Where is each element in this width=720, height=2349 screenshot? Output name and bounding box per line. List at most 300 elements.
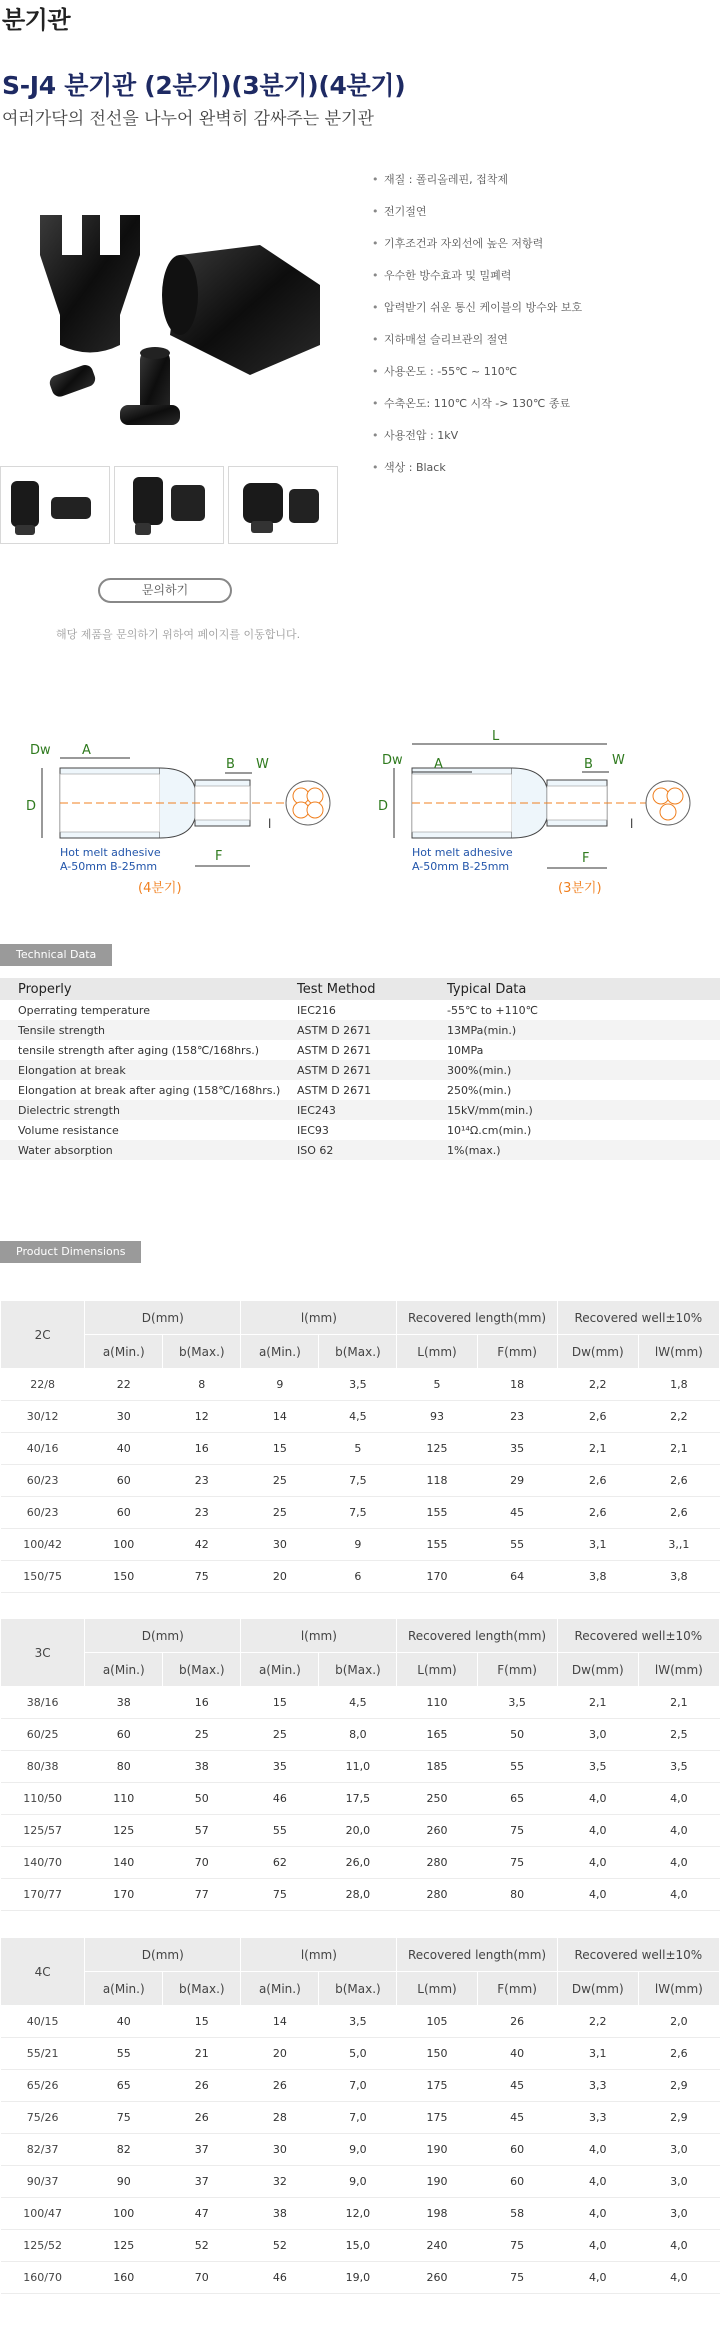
table-cell: 2,6 [557,1497,638,1529]
table-row [1,1847,720,1879]
table-cell: 250%(min.) [447,1083,512,1097]
table-cell: 18 [477,1369,557,1401]
table-cell: 2,1 [638,1433,719,1465]
table-cell: 175 [397,2070,477,2102]
table-cell: 60 [85,1497,163,1529]
table-cell: 190 [397,2166,477,2198]
dimension-table-4c [0,1937,720,2294]
table-cell: 9 [241,1369,319,1401]
model-cell: 110/50 [1,1783,85,1815]
table-cell: 28 [241,2102,319,2134]
diagram-4-branch [20,728,350,898]
header-test-method: Test Method [297,978,447,1000]
label-w: W [256,757,269,772]
table-cell: 8 [163,1369,241,1401]
table-cell: 9,0 [319,2166,397,2198]
table-cell: 7,5 [319,1497,397,1529]
group-header: Recovered well±10% [557,1938,719,1972]
table-cell: 15,0 [319,2230,397,2262]
table-cell: 65 [477,1783,557,1815]
table-row [1,1687,720,1719]
table-cell: 4,0 [557,2134,638,2166]
table-cell: 60 [477,2134,557,2166]
table-cell: 15 [163,2006,241,2038]
sub-header: L(mm) [397,1335,477,1369]
diagram-caption: (3분기) [558,881,602,896]
table-cell: 20,0 [319,1815,397,1847]
model-cell: 125/57 [1,1815,85,1847]
product-dimensions-tab: Product Dimensions [0,1241,141,1263]
model-cell: 170/77 [1,1879,85,1911]
table-cell: 3,1 [557,2038,638,2070]
table-cell: 4,5 [319,1687,397,1719]
table-cell: 30 [241,2134,319,2166]
table-cell: 55 [85,2038,163,2070]
table-cell: 5 [319,1433,397,1465]
spec-item: • 지하매설 슬리브관의 절연 [372,332,712,364]
table-cell: 16 [163,1433,241,1465]
table-cell: 2,9 [638,2102,719,2134]
table-cell: 8,0 [319,1719,397,1751]
table-cell: 7,0 [319,2070,397,2102]
table-row [1,2070,720,2102]
sub-header: b(Max.) [319,1653,397,1687]
table-cell: 105 [397,2006,477,2038]
table-cell: 16 [163,1687,241,1719]
table-cell: 4,0 [638,2230,719,2262]
table-cell: 82 [85,2134,163,2166]
group-header: D(mm) [85,1301,241,1335]
diagram-3-branch [372,728,712,898]
sub-header: b(Max.) [163,1972,241,2006]
table-cell: 45 [477,2070,557,2102]
table-cell: 90 [85,2166,163,2198]
label-f: F [582,851,590,866]
table-cell: 3,0 [638,2198,719,2230]
table-cell: 14 [241,2006,319,2038]
table-cell: 3,1 [557,1529,638,1561]
group-header: Recovered length(mm) [397,1619,557,1653]
table-row [1,2102,720,2134]
table-cell: 3,3 [557,2102,638,2134]
table-cell: 100 [85,2198,163,2230]
table-cell: 50 [477,1719,557,1751]
sub-header: b(Max.) [163,1335,241,1369]
table-row [0,1080,720,1100]
table-cell: 4,5 [319,1401,397,1433]
table-cell: 64 [477,1561,557,1593]
table-cell: 13MPa(min.) [447,1020,720,1040]
table-cell: 47 [163,2198,241,2230]
note-ab: A-50mm B-25mm [412,860,510,873]
table-cell: 140 [85,1847,163,1879]
table-cell: 45 [477,1497,557,1529]
group-header: D(mm) [85,1938,241,1972]
table-cell: 2,5 [638,1719,719,1751]
note-ab: A-50mm B-25mm [60,860,158,873]
table-cell: 9,0 [319,2134,397,2166]
table-cell: 15 [241,1687,319,1719]
model-cell: 60/23 [1,1497,85,1529]
table-row [0,1040,720,1060]
table-cell: 155 [397,1497,477,1529]
table-cell: 4,0 [557,2166,638,2198]
table-cell: 240 [397,2230,477,2262]
table-cell: 70 [163,2262,241,2294]
spec-item: • 압력받기 쉬운 통신 케이블의 방수와 보호 [372,300,712,332]
table-cell: 2,9 [638,2070,719,2102]
table-cell: 2,1 [557,1687,638,1719]
label-f: F [215,849,223,864]
table-cell: 3,5 [319,1369,397,1401]
inquiry-button[interactable]: 문의하기 [98,578,232,603]
table-cell: Tensile strength [0,1020,297,1040]
group-header: l(mm) [241,1619,397,1653]
table-cell: 35 [241,1751,319,1783]
table-cell: 23 [163,1465,241,1497]
table-cell: 10¹⁴Ω.cm(min.) [447,1123,532,1137]
table-cell: 46 [241,1783,319,1815]
dimension-table-2c [0,1300,720,1593]
table-cell: 2,1 [638,1687,719,1719]
table-cell: 62 [241,1847,319,1879]
table-cell: 55 [477,1751,557,1783]
table-cell: 4,0 [557,2230,638,2262]
table-cell: 52 [241,2230,319,2262]
table-cell: 19,0 [319,2262,397,2294]
table-row [0,1140,720,1160]
header-typical-data: Typical Data [447,978,720,1000]
product-thumbnails [0,466,340,544]
table-model-header: 2C [1,1301,85,1369]
table-row [1,2166,720,2198]
table-cell: 4,0 [557,1815,638,1847]
table-cell: 280 [397,1847,477,1879]
table-cell: 35 [477,1433,557,1465]
table-cell: 165 [397,1719,477,1751]
sub-header: a(Min.) [241,1653,319,1687]
table-cell: 75 [85,2102,163,2134]
table-cell: 55 [477,1529,557,1561]
model-cell: 82/37 [1,2134,85,2166]
table-cell: 15 [241,1433,319,1465]
table-cell: 26,0 [319,1847,397,1879]
table-cell: 280 [397,1879,477,1911]
table-cell: 20 [241,2038,319,2070]
group-header: l(mm) [241,1938,397,1972]
model-cell: 60/23 [1,1465,85,1497]
table-cell: 38 [163,1751,241,1783]
label-dw: Dw [382,753,403,768]
table-cell: 40 [85,1433,163,1465]
table-row [1,2006,720,2038]
model-cell: 55/21 [1,2038,85,2070]
table-row [0,1060,720,1080]
label-b: B [226,757,235,772]
group-header: Recovered well±10% [557,1619,719,1653]
spec-item: • 사용전압 : 1kV [372,428,712,460]
table-cell: 2,0 [638,2006,719,2038]
inquiry-note: 해당 제품을 문의하기 위하여 페이지를 이동합니다. [56,628,301,641]
table-cell: 80 [477,1879,557,1911]
table-cell: 110 [397,1687,477,1719]
table-cell: 3,8 [557,1561,638,1593]
table-cell: 3,0 [638,2166,719,2198]
table-cell: 125 [397,1433,477,1465]
spec-item: • 전기절연 [372,204,712,236]
product-title: S-J4 분기관 (2분기)(3분기)(4분기) [2,71,406,100]
group-header: Recovered length(mm) [397,1301,557,1335]
table-cell: 75 [477,1847,557,1879]
table-cell: 12 [163,1401,241,1433]
group-header: Recovered well±10% [557,1301,719,1335]
table-cell: 160 [85,2262,163,2294]
table-cell: IEC216 [297,1003,336,1017]
table-cell: 260 [397,1815,477,1847]
table-row [1,1719,720,1751]
sub-header: a(Min.) [85,1335,163,1369]
model-cell: 80/38 [1,1751,85,1783]
sub-header: lW(mm) [638,1335,719,1369]
table-cell: 28,0 [319,1879,397,1911]
table-cell: 185 [397,1751,477,1783]
table-cell: 75 [477,2230,557,2262]
model-cell: 60/25 [1,1719,85,1751]
table-row [1,1497,720,1529]
table-cell: 2,6 [638,1497,719,1529]
table-cell: 45 [477,2102,557,2134]
technical-data-tab: Technical Data [0,944,112,966]
table-cell: 2,6 [638,1465,719,1497]
table-cell: 75 [477,2262,557,2294]
table-row [1,2198,720,2230]
table-cell: Elongation at break after aging (158℃/168hrs.) [18,1083,281,1097]
table-row [1,1433,720,1465]
table-row [1,1879,720,1911]
table-row [1,2134,720,2166]
table-row [1,1783,720,1815]
table-cell: 57 [163,1815,241,1847]
note-adhesive: Hot melt adhesive [412,846,513,859]
table-cell: 20 [241,1561,319,1593]
table-cell: 3,3 [557,2070,638,2102]
table-cell: 4,0 [557,1879,638,1911]
table-cell: 40 [85,2006,163,2038]
spec-item: • 재질 : 폴리올레핀, 접착제 [372,172,712,204]
table-cell: 38 [85,1687,163,1719]
table-cell: 2,6 [557,1401,638,1433]
table-cell: 3,,1 [638,1529,719,1561]
table-cell: 25 [163,1719,241,1751]
thumbnail-3[interactable] [228,466,338,544]
label-b: B [584,757,593,772]
table-cell: IEC93 [297,1123,329,1137]
table-cell: 260 [397,2262,477,2294]
table-cell: 10MPa [447,1043,484,1057]
table-cell: 5 [397,1369,477,1401]
table-cell: 11,0 [319,1751,397,1783]
table-cell: 2,2 [638,1401,719,1433]
thumbnail-1[interactable] [0,466,110,544]
group-header: l(mm) [241,1301,397,1335]
table-cell: 37 [163,2134,241,2166]
sub-header: b(Max.) [319,1972,397,2006]
table-cell: ASTM D 2671 [297,1043,372,1057]
table-cell: 2,2 [557,2006,638,2038]
sub-header: F(mm) [477,1972,557,2006]
diagram-caption: (4분기) [138,881,182,896]
table-cell: 42 [163,1529,241,1561]
table-cell: 100 [85,1529,163,1561]
sub-header: b(Max.) [163,1653,241,1687]
table-cell: 170 [85,1879,163,1911]
table-cell: 58 [477,2198,557,2230]
table-cell: 4,0 [557,2198,638,2230]
table-cell: 25 [241,1465,319,1497]
table-cell: 25 [241,1719,319,1751]
table-row [1,2262,720,2294]
table-row [1,2038,720,2070]
table-cell: 77 [163,1879,241,1911]
table-cell: 32 [241,2166,319,2198]
label-d: D [26,799,37,814]
table-cell: Volume resistance [18,1123,119,1137]
spec-item: • 사용온도 : -55℃ ~ 110℃ [372,364,712,396]
table-cell: 60 [85,1719,163,1751]
table-cell: 50 [163,1783,241,1815]
table-cell: 70 [163,1847,241,1879]
table-cell: 150 [85,1561,163,1593]
table-cell: ISO 62 [297,1140,447,1160]
table-cell: 4,0 [638,1879,719,1911]
table-row [0,1020,720,1040]
table-cell: 150 [397,2038,477,2070]
sub-header: a(Min.) [85,1653,163,1687]
table-cell: 5,0 [319,2038,397,2070]
sub-header: Dw(mm) [557,1335,638,1369]
table-cell: 23 [477,1401,557,1433]
table-cell: 250 [397,1783,477,1815]
header-property: Properly [0,978,297,1000]
table-row [1,1561,720,1593]
table-cell: 2,2 [557,1369,638,1401]
table-cell: 3,5 [319,2006,397,2038]
table-cell: 4,0 [638,1815,719,1847]
table-cell: 3,8 [638,1561,719,1593]
model-cell: 90/37 [1,2166,85,2198]
sub-header: Dw(mm) [557,1972,638,2006]
table-cell: 118 [397,1465,477,1497]
table-cell: 3,0 [638,2134,719,2166]
table-cell: 30 [241,1529,319,1561]
model-cell: 22/8 [1,1369,85,1401]
table-cell: 4,0 [557,1783,638,1815]
model-cell: 40/15 [1,2006,85,2038]
table-cell: 7,5 [319,1465,397,1497]
table-cell: 29 [477,1465,557,1497]
table-cell: 190 [397,2134,477,2166]
table-cell: 15kV/mm(min.) [447,1100,720,1120]
table-row [0,1000,720,1020]
table-cell: 300%(min.) [447,1060,720,1080]
table-cell: Water absorption [0,1140,297,1160]
sub-header: F(mm) [477,1653,557,1687]
table-cell: 2,6 [638,2038,719,2070]
table-cell: 4,0 [638,1847,719,1879]
spec-list [372,172,712,492]
model-cell: 65/26 [1,2070,85,2102]
sub-header: a(Min.) [85,1972,163,2006]
table-cell: 3,0 [557,1719,638,1751]
table-cell: 26 [163,2070,241,2102]
table-cell: tensile strength after aging (158℃/168hrs.) [18,1043,260,1057]
table-cell: 46 [241,2262,319,2294]
table-row [1,1369,720,1401]
table-cell: 1%(max.) [447,1140,720,1160]
table-cell: Elongation at break [0,1060,297,1080]
table-cell: 175 [397,2102,477,2134]
table-cell: 23 [163,1497,241,1529]
table-cell: 9 [319,1529,397,1561]
dimension-table-3c [0,1618,720,1911]
model-cell: 100/42 [1,1529,85,1561]
table-row [1,2230,720,2262]
table-row [1,1529,720,1561]
table-cell: 155 [397,1529,477,1561]
label-w: W [612,753,625,768]
table-cell: 65 [85,2070,163,2102]
sub-header: L(mm) [397,1653,477,1687]
sub-header: a(Min.) [241,1335,319,1369]
table-cell: 75 [163,1561,241,1593]
table-cell: 14 [241,1401,319,1433]
thumbnail-2[interactable] [114,466,224,544]
table-cell: 40 [477,2038,557,2070]
label-L: L [492,729,500,744]
spec-item: • 색상 : Black [372,460,712,492]
product-subtitle: 여러가닥의 전선을 나누어 완벽히 감싸주는 분기관 [2,109,374,129]
table-cell: 25 [241,1497,319,1529]
table-cell: 4,0 [557,1847,638,1879]
model-cell: 38/16 [1,1687,85,1719]
table-cell: ASTM D 2671 [297,1060,447,1080]
table-cell: 6 [319,1561,397,1593]
sub-header: lW(mm) [638,1972,719,2006]
table-cell: Operrating temperature [18,1003,150,1017]
technical-data-table [0,978,720,1160]
table-cell: ASTM D 2671 [297,1020,447,1040]
table-cell: 30 [85,1401,163,1433]
page-title: 분기관 [2,6,71,34]
table-cell: 4,0 [638,2262,719,2294]
sub-header: Dw(mm) [557,1653,638,1687]
note-adhesive: Hot melt adhesive [60,846,161,859]
table-row [0,1100,720,1120]
sub-header: a(Min.) [241,1972,319,2006]
spec-item: • 수축온도: 110℃ 시작 -> 130℃ 종료 [372,396,712,428]
model-cell: 100/47 [1,2198,85,2230]
label-a: A [82,743,91,758]
table-row [1,1751,720,1783]
sub-header: L(mm) [397,1972,477,2006]
table-cell: 21 [163,2038,241,2070]
table-cell: 60 [477,2166,557,2198]
group-header: Recovered length(mm) [397,1938,557,1972]
table-cell: Dielectric strength [0,1100,297,1120]
table-cell: 55 [241,1815,319,1847]
label-l: l [268,817,272,831]
table-row [0,1120,720,1140]
